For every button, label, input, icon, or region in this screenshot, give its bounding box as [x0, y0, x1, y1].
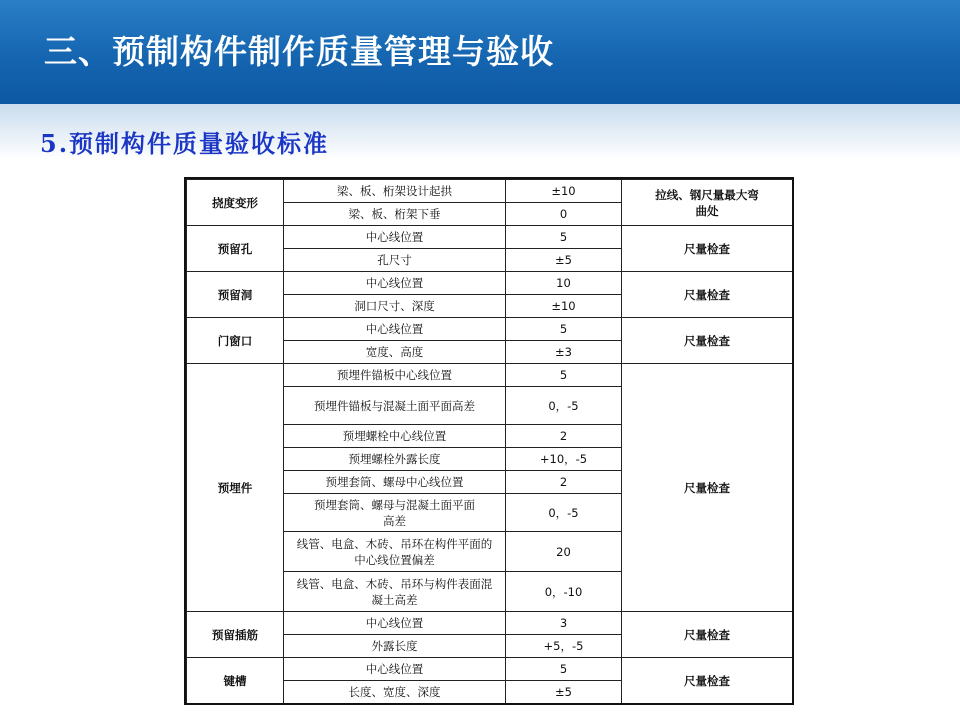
item-cell: 长度、宽度、深度 — [284, 681, 506, 704]
item-cell: 预埋螺栓外露长度 — [284, 448, 506, 471]
tolerance-cell: +10，-5 — [506, 448, 622, 471]
tolerance-cell: 5 — [506, 658, 622, 681]
section-subtitle: 5.预制构件质量验收标准 — [40, 129, 330, 158]
method-cell: 尺量检查 — [622, 364, 793, 612]
item-cell: 预埋螺栓中心线位置 — [284, 425, 506, 448]
table-row — [187, 318, 793, 341]
table-row — [187, 272, 793, 295]
tolerance-cell: 0，-5 — [506, 387, 622, 425]
item-cell: 预埋件锚板中心线位置 — [284, 364, 506, 387]
tolerance-cell: 0 — [506, 203, 622, 226]
item-cell: 线管、电盒、木砖、吊环与构件表面混凝土高差 — [284, 572, 506, 612]
table-row — [187, 612, 793, 635]
item-cell: 中心线位置 — [284, 658, 506, 681]
item-cell: 中心线位置 — [284, 612, 506, 635]
method-cell: 尺量检查 — [622, 272, 793, 318]
item-cell: 预埋件锚板与混凝土面平面高差 — [284, 387, 506, 425]
table-row — [187, 364, 793, 387]
table-row — [187, 180, 793, 203]
tolerance-cell: ±5 — [506, 249, 622, 272]
tolerance-cell: +5，-5 — [506, 635, 622, 658]
item-cell: 梁、板、桁架设计起拱 — [284, 180, 506, 203]
tolerance-cell: 3 — [506, 612, 622, 635]
slide-title: 三、预制构件制作质量管理与验收 — [44, 32, 554, 71]
category-cell: 预留孔 — [187, 226, 284, 272]
tolerance-cell: 2 — [506, 425, 622, 448]
table-row — [187, 658, 793, 681]
category-cell: 预留洞 — [187, 272, 284, 318]
tolerance-cell: ±10 — [506, 180, 622, 203]
tolerance-cell: 10 — [506, 272, 622, 295]
tolerance-cell: ±3 — [506, 341, 622, 364]
item-cell: 预埋套筒、螺母中心线位置 — [284, 471, 506, 494]
tolerance-cell: 20 — [506, 532, 622, 572]
item-cell: 外露长度 — [284, 635, 506, 658]
item-cell: 线管、电盒、木砖、吊环在构件平面的中心线位置偏差 — [284, 532, 506, 572]
table-row — [187, 226, 793, 249]
tolerance-cell: 0，-5 — [506, 494, 622, 532]
tolerance-cell: 5 — [506, 226, 622, 249]
method-cell: 尺量检查 — [622, 226, 793, 272]
title-bar — [0, 0, 960, 104]
item-cell: 中心线位置 — [284, 226, 506, 249]
item-cell: 预埋套筒、螺母与混凝土面平面高差 — [284, 494, 506, 532]
tolerance-cell: 2 — [506, 471, 622, 494]
item-cell: 中心线位置 — [284, 272, 506, 295]
category-cell: 挠度变形 — [187, 180, 284, 226]
item-cell: 孔尺寸 — [284, 249, 506, 272]
category-cell: 门窗口 — [187, 318, 284, 364]
tolerance-cell: ±10 — [506, 295, 622, 318]
tolerance-cell: 0，-10 — [506, 572, 622, 612]
item-cell: 中心线位置 — [284, 318, 506, 341]
tolerance-cell: 5 — [506, 318, 622, 341]
tolerance-cell: ±5 — [506, 681, 622, 704]
item-cell: 洞口尺寸、深度 — [284, 295, 506, 318]
method-cell: 尺量检查 — [622, 318, 793, 364]
method-cell: 尺量检查 — [622, 658, 793, 704]
category-cell: 键槽 — [187, 658, 284, 704]
category-cell: 预留插筋 — [187, 612, 284, 658]
tolerance-cell: 5 — [506, 364, 622, 387]
item-cell: 宽度、高度 — [284, 341, 506, 364]
category-cell: 预埋件 — [187, 364, 284, 612]
item-cell: 梁、板、桁架下垂 — [284, 203, 506, 226]
method-cell: 尺量检查 — [622, 612, 793, 658]
method-cell: 拉线、钢尺量最大弯曲处 — [622, 180, 793, 226]
acceptance-standards-table — [186, 179, 793, 704]
